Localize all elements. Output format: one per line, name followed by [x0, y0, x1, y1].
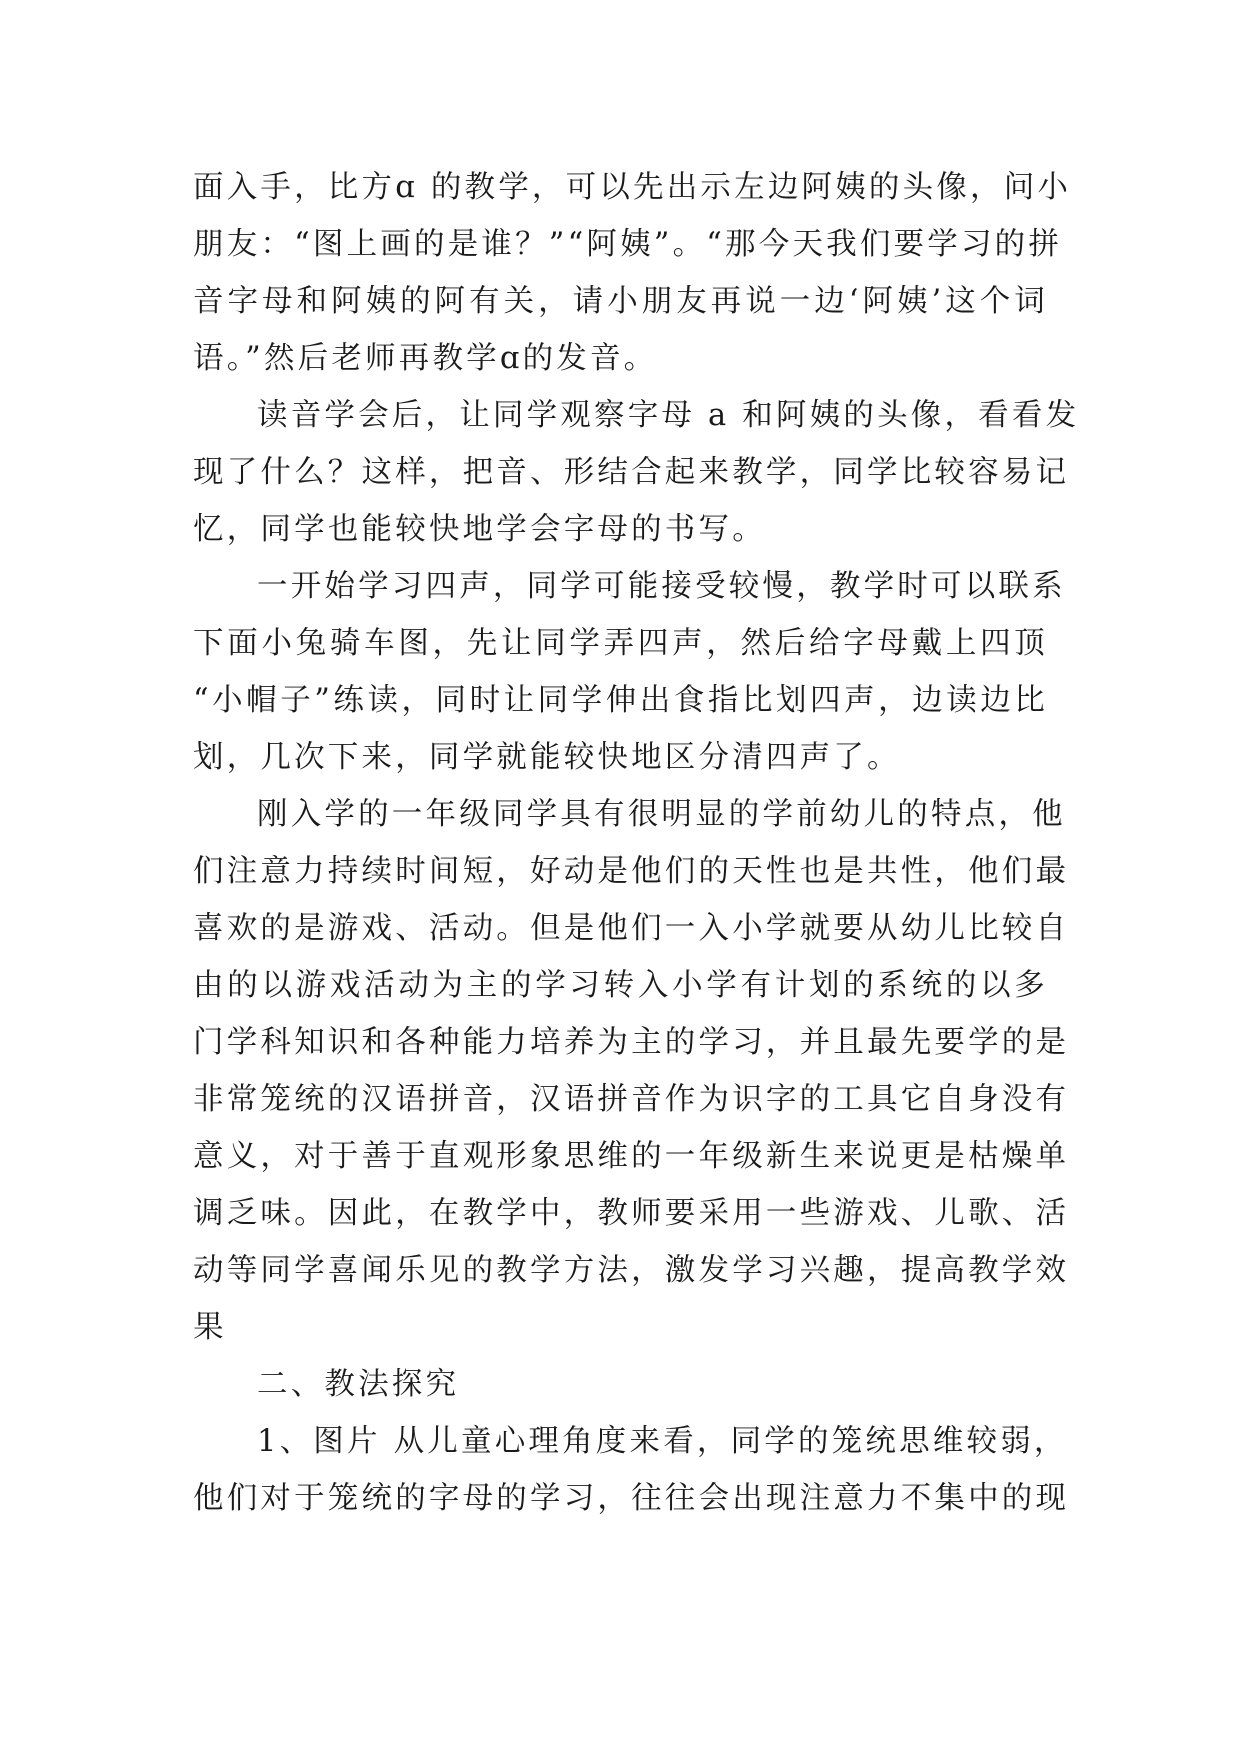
text-line: 一开始学习四声，同学可能接受较慢，教学时可以联系 — [257, 569, 1066, 604]
text-line: 语。”然后老师再教学ɑ的发音。 — [193, 341, 658, 376]
text-line: 朋友：“图上画的是谁？”“阿姨”。“那今天我们要学习的拼 — [193, 227, 1063, 262]
text-line: 调乏味。因此，在教学中，教师要采用一些游戏、儿歌、活 — [193, 1196, 1070, 1231]
text-line: 下面小兔骑车图，先让同学弄四声，然后给字母戴上四顶 — [193, 626, 1048, 661]
text-line: 1、图片 从儿童心理角度来看，同学的笼统思维较弱， — [257, 1424, 1068, 1459]
text-line: 门学科知识和各种能力培养为主的学习，并且最先要学的是 — [193, 1025, 1070, 1060]
text-line: 由的以游戏活动为主的学习转入小学有计划的系统的以多 — [193, 968, 1048, 1003]
text-line: 喜欢的是游戏、活动。但是他们一入小学就要从幼儿比较自 — [193, 911, 1070, 946]
text-line: 动等同学喜闻乐见的教学方法，激发学习兴趣，提高教学效 — [193, 1253, 1070, 1288]
text-line: “小帽子”练读，同时让同学伸出食指比划四声，边读边比 — [193, 683, 1048, 718]
section-heading: 二、教法探究 — [257, 1367, 460, 1402]
text-line: 刚入学的一年级同学具有很明显的学前幼儿的特点，他 — [257, 797, 1066, 832]
text-line: 非常笼统的汉语拼音，汉语拼音作为识字的工具它自身没有 — [193, 1082, 1070, 1117]
text-line: 划，几次下来，同学就能较快地区分清四声了。 — [193, 740, 901, 775]
text-line: 读音学会后，让同学观察字母 a 和阿姨的头像，看看发 — [257, 398, 1080, 433]
body-text — [193, 159, 1080, 1527]
text-line: 他们对于笼统的字母的学习，往往会出现注意力不集中的现 — [193, 1481, 1070, 1516]
text-line: 忆，同学也能较快地学会字母的书写。 — [193, 512, 766, 547]
text-line: 们注意力持续时间短，好动是他们的天性也是共性，他们最 — [193, 854, 1070, 889]
text-line: 音字母和阿姨的阿有关，请小朋友再说一边‘阿姨’这个词 — [193, 284, 1048, 319]
text-line: 意义，对于善于直观形象思维的一年级新生来说更是枯燥单 — [193, 1139, 1070, 1174]
text-line: 果 — [193, 1310, 227, 1345]
text-line: 现了什么？这样，把音、形结合起来教学，同学比较容易记 — [193, 455, 1070, 490]
text-line: 面入手，比方ɑ 的教学，可以先出示左边阿姨的头像，问小 — [193, 170, 1072, 205]
